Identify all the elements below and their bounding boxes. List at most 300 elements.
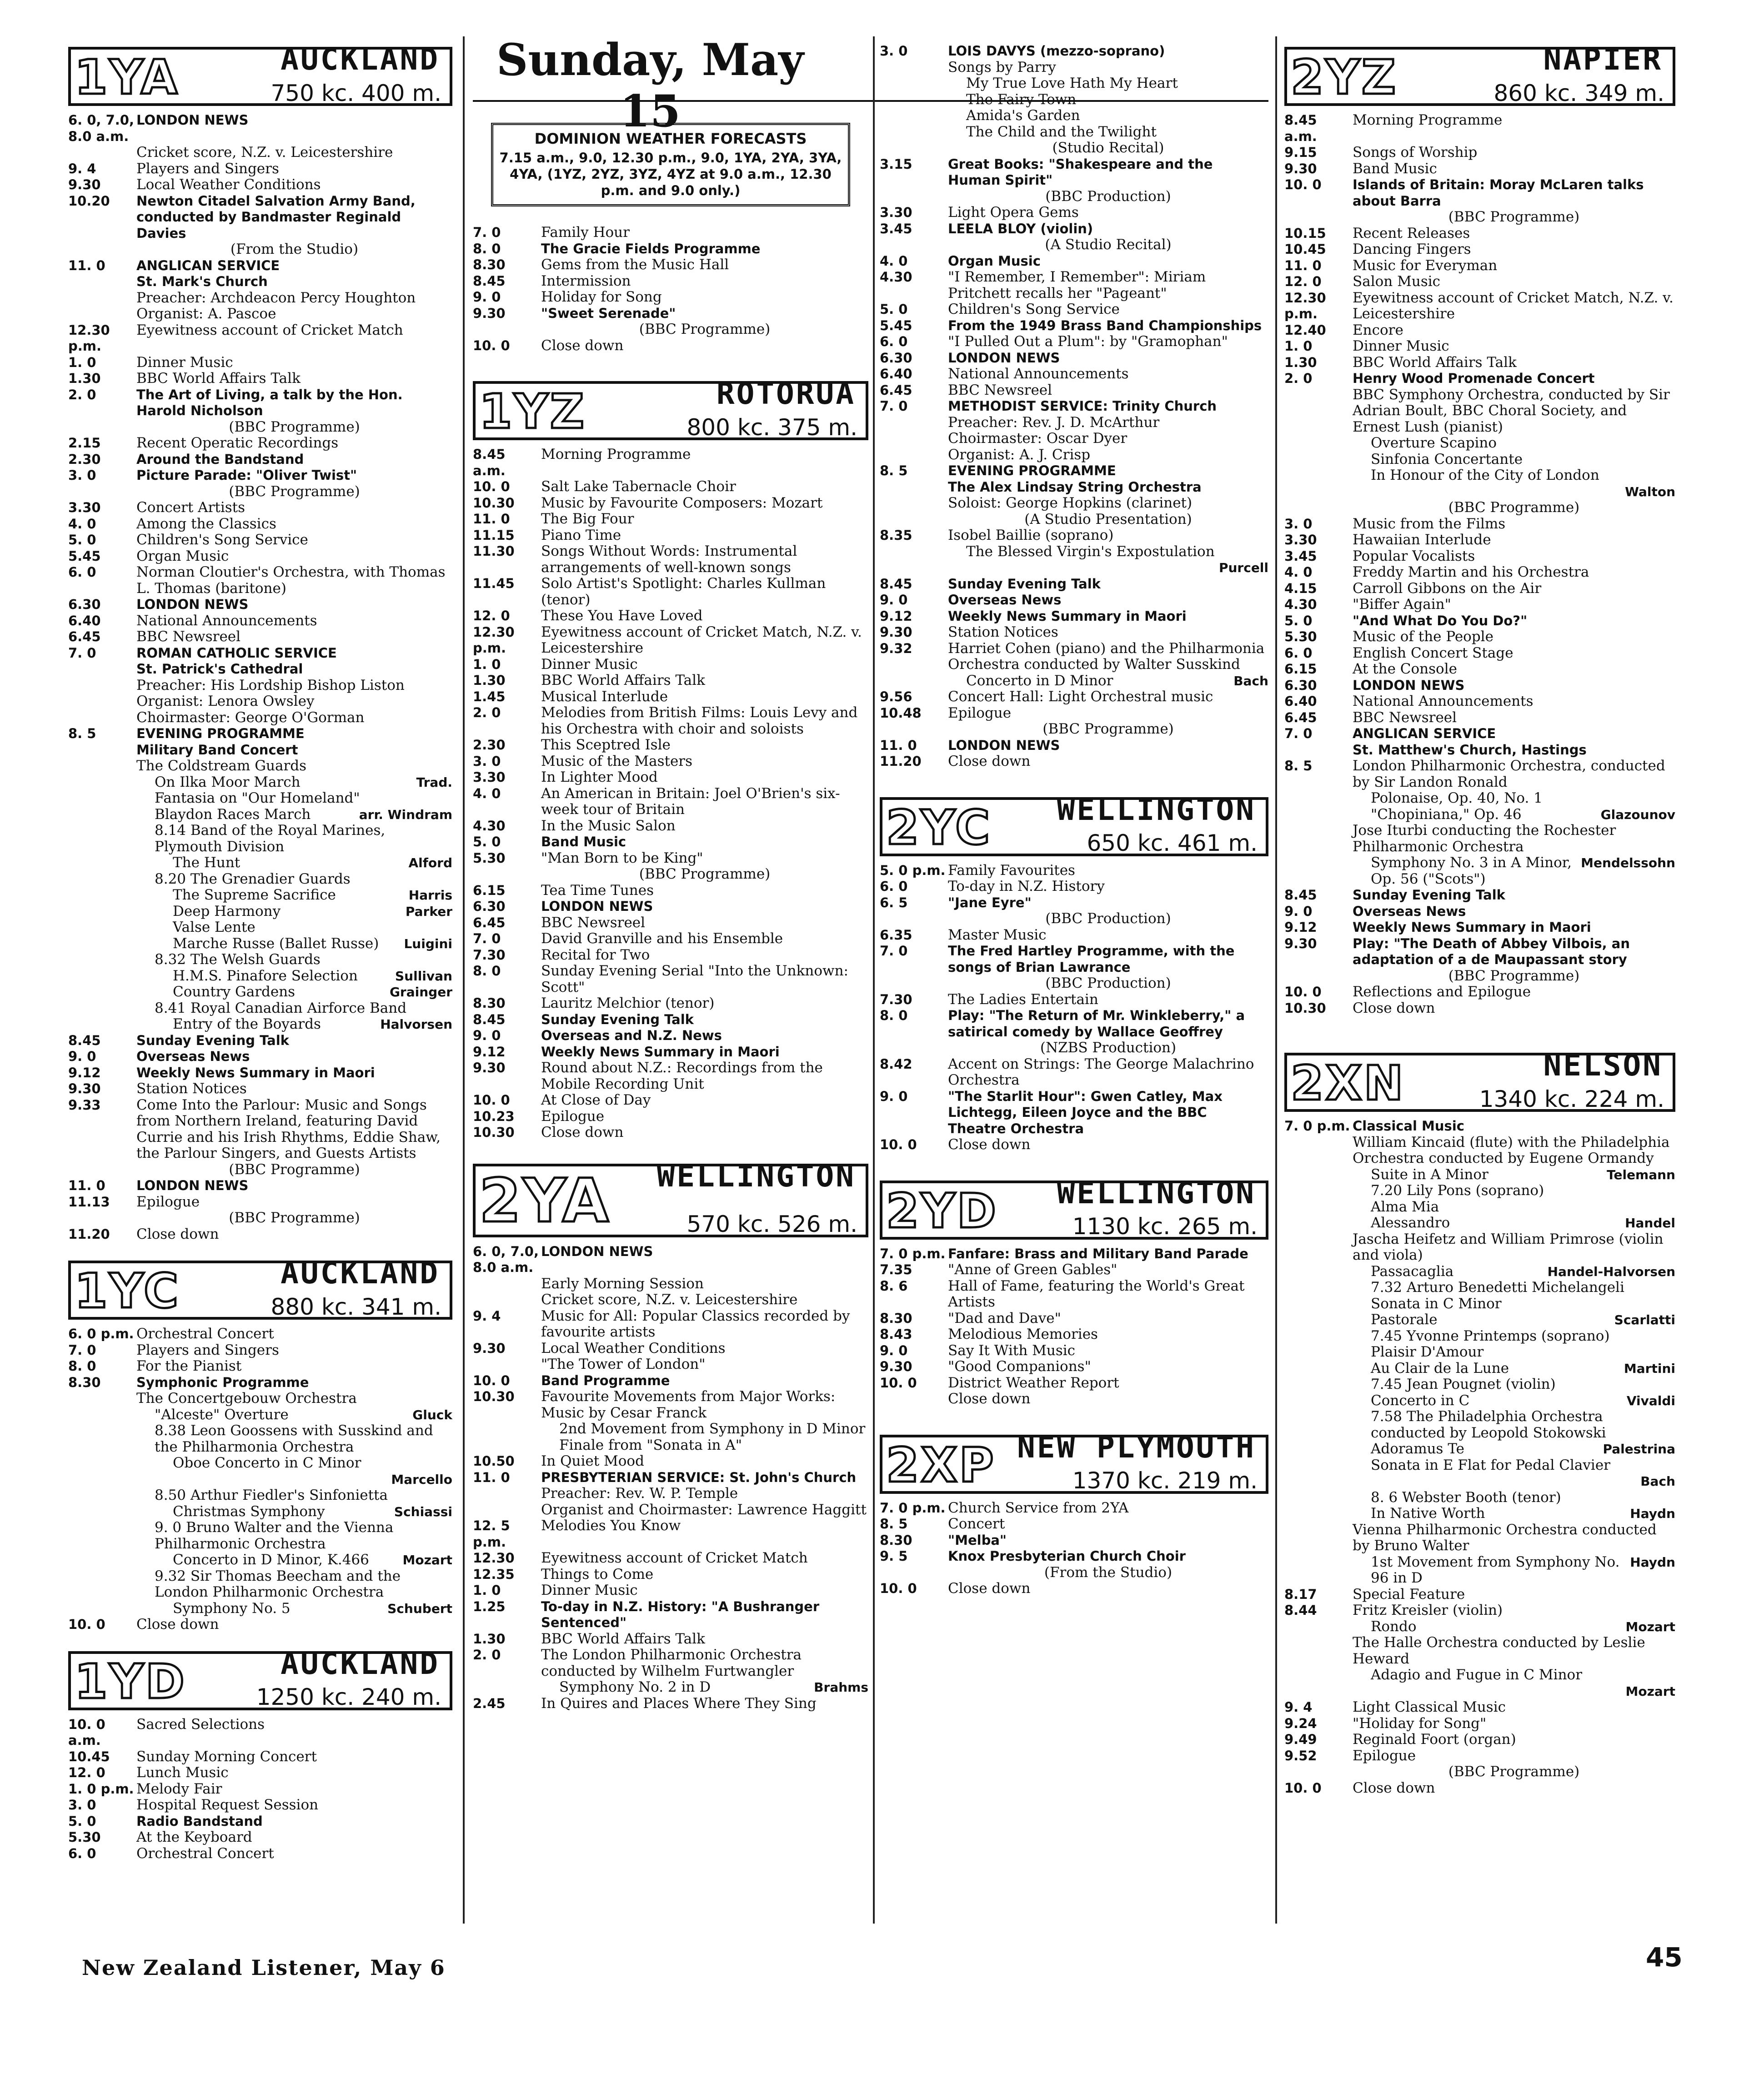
programme-text: 7.58 The Philadelphia Orchestra conducted by Leopold Stokowski <box>1371 1408 1606 1441</box>
programme-text: "Chopiniana," Op. 46 <box>1371 806 1522 823</box>
programme-time: 12. 0 <box>68 1765 105 1780</box>
programme-title <box>948 221 1268 237</box>
programme-entry <box>1284 484 1675 500</box>
programme-time: 8. 6 <box>880 1278 908 1294</box>
column-2 <box>473 114 868 1712</box>
programme-title <box>1353 1619 1675 1635</box>
programme-entry <box>1284 452 1675 468</box>
programme-title <box>1353 597 1675 613</box>
programme-entry <box>880 1326 1268 1343</box>
programme-entry <box>473 1341 868 1357</box>
programme-text: Songs by Parry <box>948 59 1056 75</box>
programme-title <box>948 992 1268 1008</box>
station-city: NAPIER <box>1543 42 1663 77</box>
programme-title <box>136 1781 452 1798</box>
programme-text: Intermission <box>541 272 631 289</box>
station-call-sign: 2YC <box>886 799 992 855</box>
programme-entry <box>68 1162 452 1178</box>
programme-title <box>1353 790 1675 807</box>
programme-time: 10. 0 <box>473 479 510 494</box>
programme-time <box>880 189 948 205</box>
programme-title <box>136 435 452 452</box>
programme-title <box>1353 726 1675 742</box>
programme-time: 6.40 <box>880 366 912 382</box>
programme-text: Musical Interlude <box>541 688 668 705</box>
programme-text: In Quiet Mood <box>541 1453 644 1469</box>
programme-title <box>1353 1473 1675 1490</box>
programme-time: 3. 0 <box>473 753 501 769</box>
programme-time: 9.12 <box>68 1065 101 1080</box>
programme-time: 8. 5 <box>880 1516 908 1532</box>
programme-time <box>68 758 136 774</box>
programme-title <box>136 919 452 936</box>
schedule-2ya-evening <box>473 225 868 354</box>
programme-text: Local Weather Conditions <box>541 1340 726 1356</box>
programme-text: Close down <box>1353 1779 1435 1796</box>
programme-text: BBC Newsreel <box>948 382 1052 398</box>
programme-entry <box>880 124 1268 141</box>
programme-time <box>68 887 136 904</box>
programme-entry <box>1284 241 1675 258</box>
programme-entry <box>473 306 868 322</box>
programme-entry <box>880 1311 1268 1327</box>
programme-entry <box>68 1765 452 1781</box>
programme-title <box>1353 1780 1675 1797</box>
programme-entry <box>1284 1603 1675 1619</box>
programme-entry <box>473 963 868 995</box>
programme-text: Say It With Music <box>948 1342 1076 1359</box>
programme-entry <box>68 693 452 710</box>
programme-entry <box>68 241 452 258</box>
programme-entry <box>68 1375 452 1391</box>
programme-title <box>541 225 868 241</box>
programme-text: BBC Newsreel <box>136 628 241 645</box>
programme-text: Close down <box>948 1391 1031 1407</box>
programme-title <box>948 108 1268 124</box>
programme-entry <box>1284 1441 1675 1457</box>
programme-time <box>1284 855 1353 887</box>
programme-text: Sonata in E Flat for Pedal Clavier <box>1371 1457 1610 1473</box>
programme-time: 12.40 <box>1284 322 1326 338</box>
programme-time: 9.24 <box>1284 1715 1317 1731</box>
programme-text: On Ilka Moor March <box>155 774 301 790</box>
programme-entry <box>473 1405 868 1422</box>
programme-text: Newton Citadel Salvation Army Band, conducted by Bandmaster Reginald Davies <box>136 193 416 241</box>
programme-entry <box>1284 581 1675 597</box>
station-call-sign: 1YA <box>75 50 180 105</box>
programme-entry <box>1284 177 1675 209</box>
programme-text: Band Music <box>541 834 626 849</box>
programme-time <box>68 952 136 968</box>
programme-time <box>68 936 136 952</box>
programme-entry <box>880 927 1268 944</box>
programme-text: Lauritz Melchior (tenor) <box>541 995 715 1011</box>
programme-entry <box>880 1262 1268 1278</box>
programme-title <box>948 189 1268 205</box>
programme-text: The Big Four <box>541 511 634 527</box>
programme-time <box>1284 968 1353 985</box>
programme-time <box>1284 1441 1353 1457</box>
programme-title <box>136 1226 452 1243</box>
programme-entry <box>473 931 868 947</box>
programme-time: 10.20 <box>68 193 110 209</box>
programme-text: (BBC Production) <box>1045 910 1171 927</box>
programme-title <box>541 447 868 479</box>
programme-time <box>473 1405 541 1422</box>
programme-title <box>136 193 452 242</box>
programme-title <box>1353 161 1675 177</box>
programme-time <box>68 871 136 888</box>
programme-title <box>948 398 1268 415</box>
programme-entry <box>880 738 1268 754</box>
programme-entry <box>473 1599 868 1631</box>
programme-entry <box>68 1455 452 1472</box>
programme-title <box>541 1583 868 1599</box>
programme-title <box>1353 1344 1675 1361</box>
programme-title <box>136 1162 452 1178</box>
programme-entry <box>473 657 868 673</box>
programme-title <box>1353 581 1675 597</box>
programme-entry <box>880 463 1268 479</box>
programme-title <box>541 338 868 354</box>
programme-entry <box>68 548 452 565</box>
programme-title <box>136 1049 452 1065</box>
programme-time: 1.30 <box>68 371 101 386</box>
programme-entry <box>1284 1167 1675 1183</box>
programme-title <box>541 963 868 995</box>
programme-time <box>1284 1167 1353 1183</box>
programme-title <box>136 112 452 145</box>
programme-text: Cricket score, N.Z. v. Leicestershire <box>136 144 393 161</box>
programme-time: 3.45 <box>1284 548 1317 564</box>
programme-text: Plaisir D'Amour <box>1371 1344 1484 1360</box>
programme-entry <box>1284 548 1675 565</box>
programme-entry <box>880 544 1268 560</box>
programme-entry <box>880 641 1268 673</box>
programme-text: Weekly News Summary in Maori <box>948 608 1187 624</box>
programme-entry <box>473 1028 868 1044</box>
station-header-2xn <box>1284 1048 1675 1112</box>
programme-time: 3.45 <box>880 221 912 236</box>
programme-title <box>948 943 1268 975</box>
programme-title <box>1353 467 1675 484</box>
composer-credit: Parker <box>405 904 452 919</box>
programme-entry <box>880 366 1268 382</box>
programme-title <box>1353 1764 1675 1780</box>
programme-entry <box>1284 887 1675 904</box>
programme-title <box>948 624 1268 641</box>
programme-entry <box>68 1487 452 1504</box>
composer-credit: Purcell <box>1218 560 1268 575</box>
station-call-sign: 2YA <box>479 1166 611 1236</box>
programme-text: Finale from "Sonata in A" <box>559 1437 742 1453</box>
programme-text: LONDON NEWS <box>136 597 249 612</box>
programme-entry <box>68 1617 452 1633</box>
programme-time: 12.35 <box>473 1566 515 1582</box>
programme-text: Band Programme <box>541 1372 670 1388</box>
programme-time: 1.30 <box>473 1631 506 1647</box>
programme-time <box>1284 823 1353 855</box>
programme-text: Henry Wood Promenade Concert <box>1353 371 1595 386</box>
programme-time <box>1284 1490 1353 1506</box>
programme-title <box>948 738 1268 754</box>
programme-time: 4.30 <box>1284 597 1317 612</box>
programme-time <box>68 807 136 823</box>
programme-title <box>136 177 452 193</box>
programme-entry <box>1284 338 1675 355</box>
programme-entry <box>1284 1522 1675 1554</box>
programme-entry <box>68 1049 452 1065</box>
programme-title <box>948 1326 1268 1343</box>
programme-title <box>541 947 868 964</box>
programme-entry <box>880 382 1268 399</box>
programme-text: Oboe Concerto in C Minor <box>173 1455 361 1471</box>
composer-credit: Mozart <box>1625 1619 1675 1634</box>
programme-entry <box>1284 500 1675 516</box>
programme-text: Among the Classics <box>136 515 276 532</box>
programme-title <box>136 1210 452 1226</box>
programme-text: Hospital Request Session <box>136 1797 319 1813</box>
programme-text: In the Music Salon <box>541 817 676 834</box>
programme-time: 10.15 <box>1284 225 1326 241</box>
programme-text: Close down <box>948 753 1031 769</box>
schedule-2ya-continued <box>880 43 1268 770</box>
programme-text: Preacher: Archdeacon Percy Houghton <box>136 289 416 306</box>
programme-title <box>1353 435 1675 452</box>
programme-time: 9. 0 <box>880 592 908 608</box>
programme-entry <box>880 1581 1268 1597</box>
programme-time: 10. 0 <box>1284 984 1322 1000</box>
programme-entry <box>1284 1361 1675 1377</box>
programme-title <box>948 124 1268 141</box>
schedule-2yz <box>1284 112 1675 1016</box>
programme-title <box>948 237 1268 253</box>
programme-text: St. Mark's Church <box>136 274 268 289</box>
programme-time: 10. 0 <box>1284 1780 1322 1796</box>
programme-title <box>948 721 1268 738</box>
programme-text: Alessandro <box>1371 1215 1450 1231</box>
programme-time <box>880 447 948 463</box>
programme-time: 9.30 <box>880 624 912 640</box>
programme-time: 5.30 <box>68 1829 101 1845</box>
programme-title <box>136 1617 452 1633</box>
composer-credit: Harris <box>408 888 452 903</box>
programme-text: 7.20 Lily Pons (soprano) <box>1371 1182 1544 1199</box>
programme-time: 7. 0 p.m. <box>880 1500 946 1516</box>
station-call-sign: 1YC <box>75 1263 180 1319</box>
programme-entry <box>1284 209 1675 226</box>
programme-time <box>880 415 948 431</box>
programme-time: 7. 0 <box>880 398 908 414</box>
programme-time <box>1284 1554 1353 1587</box>
programme-title <box>541 1356 868 1373</box>
publication-footer: New Zealand Listener, May 6 <box>82 1955 446 1980</box>
programme-title <box>1353 338 1675 355</box>
programme-text: Freddy Martin and his Orchestra <box>1353 564 1589 580</box>
programme-title <box>136 645 452 662</box>
programme-entry <box>68 387 452 419</box>
programme-title <box>136 710 452 726</box>
programme-entry <box>473 1092 868 1109</box>
station-city: ROTORUA <box>716 376 856 411</box>
programme-time: 3.30 <box>880 205 912 220</box>
programme-text: 7.32 Arturo Benedetti Michelangeli <box>1371 1279 1624 1296</box>
programme-entry <box>1284 467 1675 484</box>
programme-text: National Announcements <box>1353 693 1533 709</box>
programme-time: 8. 5 <box>1284 758 1313 774</box>
programme-entry <box>1284 1635 1675 1667</box>
programme-text: ROMAN CATHOLIC SERVICE <box>136 645 337 661</box>
programme-text: Great Books: "Shakespeare and the Human Spirit" <box>948 156 1213 188</box>
programme-title <box>1353 1490 1675 1506</box>
programme-time <box>880 140 948 156</box>
programme-title <box>948 1391 1268 1407</box>
programme-entry <box>1284 1587 1675 1603</box>
programme-title <box>948 927 1268 944</box>
programme-title <box>136 564 452 597</box>
programme-entry <box>880 512 1268 528</box>
programme-time <box>1284 742 1353 759</box>
programme-time <box>880 479 948 496</box>
programme-text: Sunday Evening Talk <box>1353 887 1505 903</box>
programme-text: Play: "The Return of Mr. Winkleberry," a satirical comedy by Wallace Geoffrey <box>948 1008 1245 1040</box>
programme-time: 9.30 <box>473 305 506 321</box>
programme-time <box>1284 807 1353 823</box>
programme-time: 5. 0 p.m. <box>880 862 946 878</box>
programme-entry <box>1284 1764 1675 1780</box>
programme-title <box>948 705 1268 722</box>
programme-time: 6. 0, 7.0, 8.0 a.m. <box>68 112 134 144</box>
programme-entry <box>473 754 868 770</box>
programme-title <box>1353 742 1675 759</box>
programme-text: Valse Lente <box>173 919 256 935</box>
programme-text: "Biffer Again" <box>1353 596 1451 613</box>
programme-text: Deep Harmony <box>173 903 281 919</box>
programme-title <box>136 807 452 823</box>
programme-text: Passacaglia <box>1371 1263 1454 1280</box>
programme-text: Orchestral Concert <box>136 1845 274 1862</box>
programme-time: 9. 4 <box>1284 1699 1313 1715</box>
programme-time <box>68 1472 136 1488</box>
programme-text: Pastorale <box>1371 1311 1438 1328</box>
programme-time: 6. 5 <box>880 894 908 910</box>
programme-text: Christmas Symphony <box>173 1503 325 1520</box>
programme-title <box>541 1679 868 1696</box>
programme-time <box>68 1504 136 1520</box>
composer-credit: Grainger <box>389 985 452 1000</box>
programme-title <box>136 758 452 774</box>
programme-time <box>68 774 136 791</box>
programme-entry <box>880 415 1268 431</box>
programme-text: Choirmaster: George O'Gorman <box>136 709 365 726</box>
programme-title <box>541 495 868 512</box>
programme-entry <box>68 597 452 613</box>
programme-title <box>541 624 868 657</box>
programme-entry <box>473 576 868 608</box>
programme-entry <box>473 1550 868 1567</box>
programme-title <box>1353 807 1675 823</box>
programme-entry <box>880 1532 1268 1549</box>
programme-time <box>68 419 136 436</box>
programme-text: Children's Song Service <box>136 532 308 548</box>
programme-entry <box>473 850 868 867</box>
programme-text: The Supreme Sacrifice <box>173 887 336 903</box>
programme-text: Organist: A. J. Crisp <box>948 446 1091 463</box>
programme-time <box>68 1487 136 1504</box>
programme-title <box>541 1389 868 1405</box>
programme-time: 12. 5 p.m. <box>473 1518 510 1550</box>
programme-entry <box>880 624 1268 641</box>
programme-title <box>136 387 452 419</box>
programme-text: BBC World Affairs Talk <box>136 370 301 387</box>
programme-time: 9.30 <box>68 1081 101 1096</box>
programme-entry <box>473 624 868 657</box>
programme-text: (NZBS Production) <box>1040 1040 1177 1056</box>
programme-entry <box>473 225 868 241</box>
programme-title <box>948 318 1268 334</box>
programme-time <box>68 290 136 306</box>
programme-time: 11. 0 <box>473 511 510 527</box>
station-city: AUCKLAND <box>281 42 440 77</box>
programme-time: 7. 0 p.m. <box>880 1246 946 1261</box>
programme-time: 4.30 <box>473 818 506 834</box>
programme-text: Orchestral Concert <box>136 1326 274 1342</box>
programme-text: Players and Singers <box>136 160 279 177</box>
programme-entry <box>68 1210 452 1226</box>
programme-time: 4.15 <box>1284 580 1317 596</box>
programme-title <box>541 834 868 850</box>
programme-text: (BBC Programme) <box>229 483 360 500</box>
programme-title <box>948 1089 1268 1137</box>
programme-entry <box>473 322 868 338</box>
programme-text: Morning Programme <box>1353 112 1503 128</box>
programme-entry <box>880 334 1268 350</box>
programme-time: 11.15 <box>473 527 515 543</box>
station-city: AUCKLAND <box>281 1256 440 1291</box>
programme-entry <box>1284 1780 1675 1797</box>
programme-time <box>68 484 136 500</box>
programme-text: Symphony No. 2 in D <box>559 1679 711 1695</box>
programme-title <box>1353 516 1675 533</box>
programme-title <box>541 289 868 306</box>
programme-entry <box>880 318 1268 334</box>
programme-title <box>541 273 868 290</box>
programme-text: Church Service from 2YA <box>948 1499 1129 1516</box>
programme-time <box>1284 1264 1353 1280</box>
programme-time <box>880 1565 948 1581</box>
programme-text: Overture Scapino <box>1371 435 1497 451</box>
programme-time: 11. 0 <box>1284 257 1322 273</box>
programme-text: Carroll Gibbons on the Air <box>1353 580 1542 597</box>
programme-entry <box>880 576 1268 593</box>
programme-title <box>136 823 452 855</box>
programme-title <box>136 1375 452 1391</box>
programme-entry <box>473 1044 868 1060</box>
programme-time <box>880 108 948 124</box>
programme-text: Close down <box>948 1580 1031 1597</box>
programme-entry <box>473 257 868 273</box>
programme-text: LONDON NEWS <box>1353 677 1465 693</box>
programme-title <box>948 431 1268 447</box>
programme-title <box>541 737 868 754</box>
programme-text: District Weather Report <box>948 1374 1119 1391</box>
programme-title <box>1353 484 1675 500</box>
programme-entry <box>473 1437 868 1454</box>
programme-title <box>136 871 452 888</box>
programme-time <box>1284 1199 1353 1216</box>
programme-entry <box>880 1089 1268 1137</box>
programme-entry <box>68 1504 452 1520</box>
